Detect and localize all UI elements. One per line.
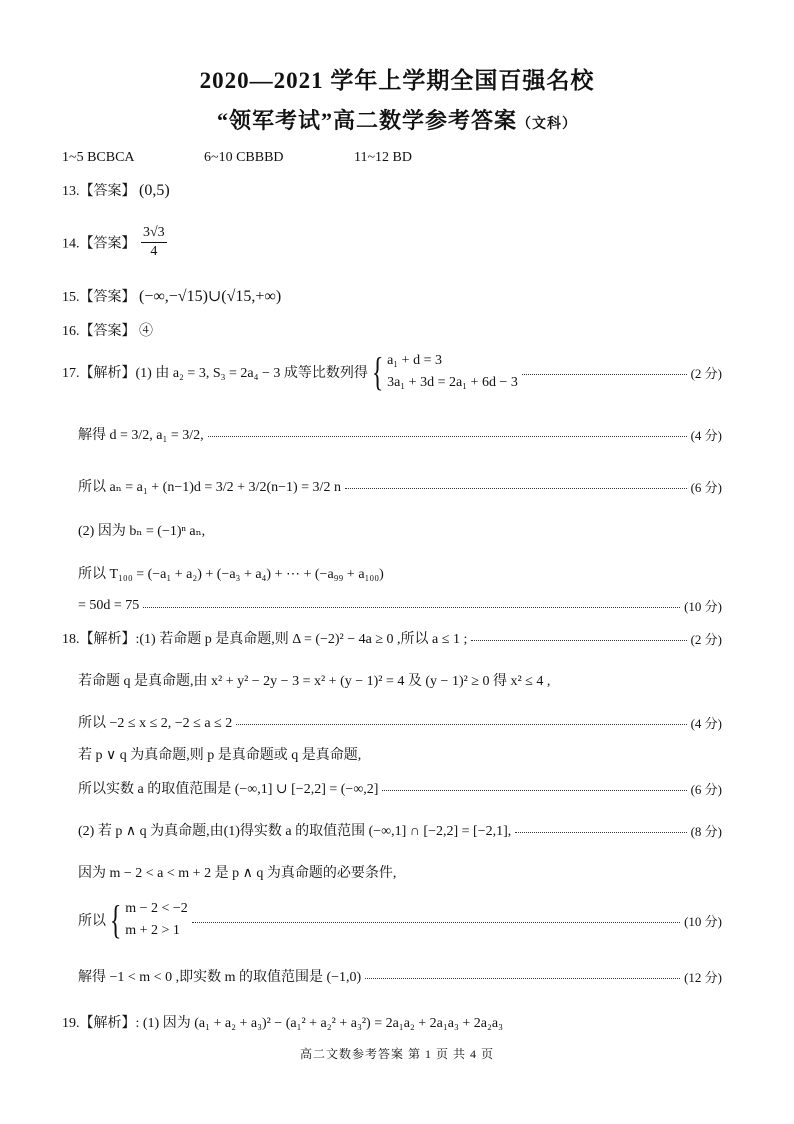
q18-line-8-prefix: 所以	[78, 914, 106, 929]
q17-score-4: (10 分)	[684, 599, 722, 614]
answer-13-label: 13.【答案】	[62, 184, 136, 199]
mc-answers-1: 1~5 BCBCA	[62, 150, 135, 165]
answer-14-denominator: 4	[150, 244, 158, 259]
answer-15-label: 15.【答案】	[62, 290, 136, 305]
answer-14	[62, 224, 169, 261]
q17-line-4: (2) 因为 bₙ = (−1)ⁿ aₙ,	[78, 524, 206, 539]
q18-line-9	[78, 966, 722, 986]
dotted-leader	[143, 597, 680, 608]
subtitle-subject: （文科）	[517, 117, 577, 132]
dotted-leader	[471, 630, 686, 641]
answer-15-value: (−∞,−√15)∪(√15,+∞)	[139, 288, 282, 305]
q18-line-5	[78, 778, 722, 798]
exam-title: 2020—2021 学年上学期全国百强名校	[199, 68, 595, 93]
q17-eq-1: a₁ + d = 3	[387, 353, 442, 368]
q18-score-4: (8 分)	[690, 823, 722, 839]
dotted-leader	[236, 714, 686, 725]
q18-score-5: (10 分)	[684, 913, 722, 929]
q17-eq-2: 3a₁ + 3d = 2a₁ + 6d − 3	[387, 375, 518, 390]
q17-line-3-text: 所以 aₙ = a₁ + (n−1)d = 3/2 + 3/2(n−1) = 3/2 n	[78, 480, 341, 495]
q17-score-2: (4 分)	[690, 427, 722, 443]
dotted-leader	[192, 912, 680, 923]
answer-14-numerator: 3√3	[141, 224, 167, 243]
brace-icon: {	[109, 897, 122, 942]
dotted-leader	[522, 364, 687, 375]
q18-label: 18.【解析】:	[62, 632, 140, 647]
q17-line-1-text: (1) 由 a₂ = 3, S₃ = 2a₄ − 3 成等比数列得	[135, 366, 368, 381]
dotted-leader	[345, 478, 687, 489]
q18-line-3	[78, 712, 722, 732]
q17-line-2	[78, 424, 722, 444]
q18-line-1-text: (1) 若命题 p 是真命题,则 Δ = (−2)² − 4a ≥ 0 ,所以 a ≤ 1 ;	[139, 632, 468, 647]
q18-eq-1: m − 2 < −2	[125, 901, 188, 916]
q18-line-8	[78, 898, 722, 942]
q19-line-1-text: (1) 因为 (a₁ + a₂ + a₃)² − (a₁² + a₂² + a₃²) = 2a₁a₂ + 2a₁a₃ + 2a₂a₃	[142, 1016, 503, 1031]
answer-16-value: ④	[139, 324, 153, 339]
q18-line-5-text: 所以实数 a 的取值范围是 (−∞,1] ∪ [−2,2] = (−∞,2]	[78, 782, 379, 797]
brace-icon: {	[371, 349, 384, 394]
dotted-leader	[382, 780, 686, 791]
q17-line-5: 所以 T₁₀₀ = (−a₁ + a₂) + (−a₃ + a₄) + ⋯ + (−a₉₉ + a₁₀₀)	[78, 567, 384, 582]
q17-line-1	[62, 350, 722, 394]
answer-14-label: 14.【答案】	[62, 236, 136, 252]
q18-equation-system	[106, 898, 188, 942]
answer-13	[62, 180, 170, 200]
q17-line-6-text: = 50d = 75	[78, 597, 140, 613]
q17-line-2-text: 解得 d = 3/2, a₁ = 3/2,	[78, 428, 204, 443]
dotted-leader	[365, 968, 680, 979]
q18-score-3: (6 分)	[690, 781, 722, 797]
q17-label: 17.【解析】	[62, 366, 136, 381]
q18-eq-2: m + 2 > 1	[125, 923, 180, 938]
mc-answers-3: 11~12 BD	[354, 150, 413, 165]
answer-16-label: 16.【答案】	[62, 324, 136, 339]
q18-line-9-text: 解得 −1 < m < 0 ,即实数 m 的取值范围是 (−1,0)	[78, 970, 362, 985]
q17-line-3	[78, 476, 722, 496]
mc-answers-2: 6~10 CBBBD	[204, 150, 284, 165]
answer-14-fraction	[141, 224, 167, 261]
answer-16	[62, 320, 153, 340]
q17-equation-system	[368, 350, 518, 394]
q18-line-6-text: (2) 若 p ∧ q 为真命题,由(1)得实数 a 的取值范围 (−∞,1] ∩ [−2,2] = [−2,1],	[78, 824, 512, 839]
q17-score-3: (6 分)	[690, 479, 722, 495]
answer-15	[62, 286, 281, 306]
q19-line-1	[62, 1012, 503, 1032]
dotted-leader	[515, 822, 686, 833]
q17-line-6	[78, 596, 722, 615]
q18-score-1: (2 分)	[690, 631, 722, 647]
subtitle-main: “领军考试”高二数学参考答案	[216, 108, 517, 133]
page-footer: 高二文数参考答案 第 1 页 共 4 页	[299, 1047, 494, 1061]
dotted-leader	[208, 426, 687, 437]
q18-line-4: 若 p ∨ q 为真命题,则 p 是真命题或 q 是真命题,	[78, 748, 362, 763]
q18-line-2: 若命题 q 是真命题,由 x² + y² − 2y − 3 = x² + (y − 1)² = 4 及 (y − 1)² ≥ 0 得 x² ≤ 4 ,	[78, 674, 551, 689]
q18-line-3-text: 所以 −2 ≤ x ≤ 2, −2 ≤ a ≤ 2	[78, 716, 233, 731]
q17-score-1: (2 分)	[690, 365, 722, 381]
q18-line-7: 因为 m − 2 < a < m + 2 是 p ∧ q 为真命题的必要条件,	[78, 866, 397, 881]
q18-line-1	[62, 628, 722, 648]
q18-score-6: (12 分)	[684, 969, 722, 985]
q18-score-2: (4 分)	[690, 715, 722, 731]
exam-subtitle	[0, 104, 794, 135]
q18-line-6	[78, 820, 722, 840]
q19-label: 19.【解析】:	[62, 1016, 140, 1031]
answer-13-value: (0,5)	[139, 182, 170, 199]
